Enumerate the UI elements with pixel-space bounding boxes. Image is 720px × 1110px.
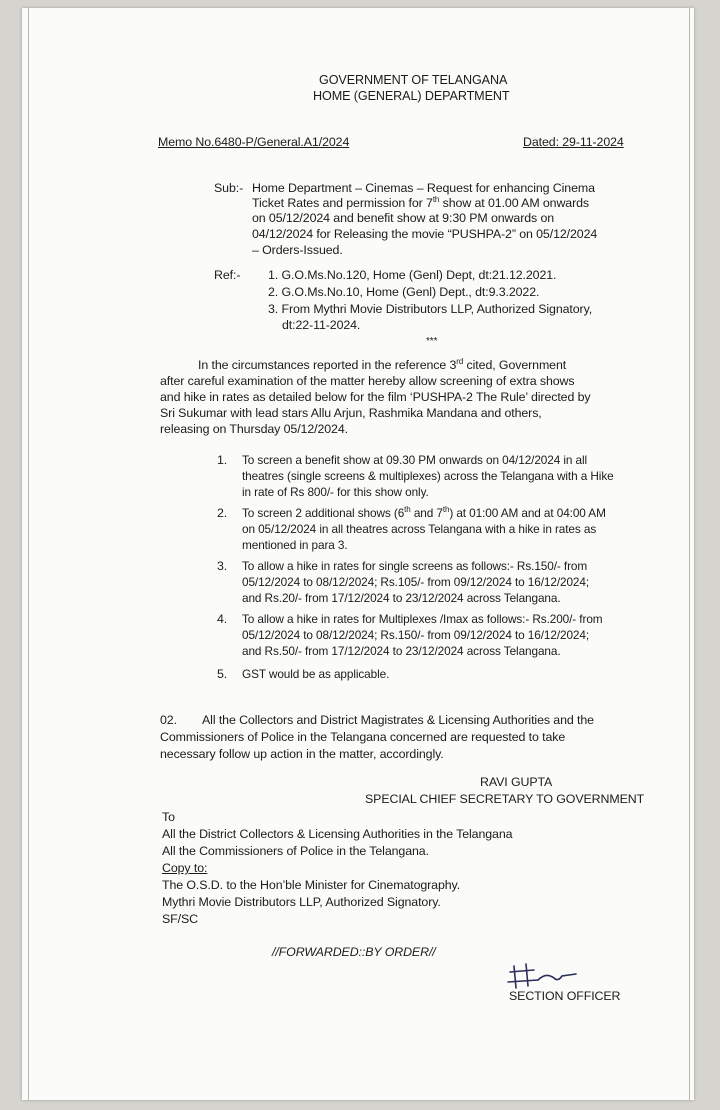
- to-label: To: [162, 810, 175, 824]
- page-edge-left: [28, 8, 29, 1100]
- list-item-text: 05/12/2024 to 08/12/2024; Rs.150/- from 09/12/2024 to 16/12/2024;: [242, 628, 590, 642]
- list-item-text: To allow a hike in rates for single screens as follows:- Rs.150/- from: [242, 559, 588, 573]
- reference-item: 2. G.O.Ms.No.10, Home (Genl) Dept., dt:9.3.2022.: [268, 285, 540, 299]
- subject-label: Sub:-: [214, 181, 244, 195]
- separator-stars: ***: [426, 336, 438, 347]
- list-item-text: 05/12/2024 to 08/12/2024; Rs.105/- from 09/12/2024 to 16/12/2024;: [242, 575, 590, 589]
- subject-line: 04/12/2024 for Releasing the movie “PUSHPA-2” on 05/12/2024: [252, 227, 598, 241]
- paragraph-text: All the Collectors and District Magistrates & Licensing Authorities and the: [202, 713, 594, 727]
- recipient-line: All the District Collectors & Licensing Authorities in the Telangana: [162, 827, 513, 841]
- list-item-text: on 05/12/2024 in all theatres across Telangana with a hike in rates as: [242, 522, 597, 536]
- paragraph-text: and hike in rates as detailed below for the film ‘PUSHPA-2 The Rule’ directed by: [160, 390, 591, 404]
- signatory-name: RAVI GUPTA: [480, 775, 553, 789]
- list-item-text: To screen 2 additional shows (6th and 7th) at 01:00 AM and at 04:00 AM: [242, 505, 606, 520]
- reference-item: 3. From Mythri Movie Distributors LLP, Authorized Signatory,: [268, 302, 593, 316]
- copy-line: SF/SC: [162, 912, 198, 926]
- paragraph-text: Sri Sukumar with lead stars Allu Arjun, Rashmika Mandana and others,: [160, 406, 542, 420]
- subject-line: Home Department – Cinemas – Request for enhancing Cinema: [252, 181, 595, 195]
- header-department: HOME (GENERAL) DEPARTMENT: [313, 89, 510, 103]
- reference-item: 1. G.O.Ms.No.120, Home (Genl) Dept, dt:21.12.2021.: [268, 268, 557, 282]
- copy-line: Mythri Movie Distributors LLP, Authorized Signatory.: [162, 895, 441, 909]
- forwarded-by-order: //FORWARDED::BY ORDER//: [272, 945, 436, 959]
- list-item-text: theatres (single screens & multiplexes) across the Telangana with a Hike: [242, 469, 614, 483]
- paragraph-number: 02.: [160, 713, 177, 727]
- list-number: 3.: [217, 559, 228, 573]
- paragraph-text: In the circumstances reported in the reference 3rd cited, Government: [198, 356, 567, 372]
- copy-to-label: Copy to:: [162, 861, 208, 875]
- reference-label: Ref:-: [214, 268, 241, 282]
- memo-date: Dated: 29-11-2024: [523, 135, 624, 149]
- list-number: 4.: [217, 612, 228, 626]
- list-number: 2.: [217, 506, 228, 520]
- copy-line: The O.S.D. to the Hon’ble Minister for Cinematography.: [162, 878, 461, 892]
- list-item-text: mentioned in para 3.: [242, 538, 348, 552]
- recipient-line: All the Commissioners of Police in the Telangana.: [162, 844, 429, 858]
- header-government: GOVERNMENT OF TELANGANA: [319, 73, 508, 87]
- list-item-text: and Rs.50/- from 17/12/2024 to 23/12/2024 across Telangana.: [242, 644, 561, 658]
- list-item-text: To screen a benefit show at 09.30 PM onwards on 04/12/2024 in all: [242, 453, 588, 467]
- reference-item: dt:22-11-2024.: [282, 318, 361, 332]
- list-item-text: and Rs.20/- from 17/12/2024 to 23/12/2024 across Telangana.: [242, 591, 561, 605]
- section-officer-label: SECTION OFFICER: [509, 989, 621, 1003]
- list-item-text: GST would be as applicable.: [242, 667, 390, 681]
- document-page: [22, 8, 694, 1100]
- paragraph-text: necessary follow up action in the matter, accordingly.: [160, 747, 444, 761]
- memo-number: Memo No.6480-P/General.A1/2024: [158, 135, 350, 149]
- page-edge-right: [689, 8, 690, 1100]
- subject-line: on 05/12/2024 and benefit show at 9:30 PM onwards on: [252, 211, 555, 225]
- list-number: 1.: [217, 453, 228, 467]
- list-item-text: in rate of Rs 800/- for this show only.: [242, 485, 429, 499]
- subject-line: Ticket Rates and permission for 7th show at 01.00 AM onwards: [252, 194, 590, 210]
- paragraph-text: Commissioners of Police in the Telangana concerned are requested to take: [160, 730, 566, 744]
- subject-line: – Orders-Issued.: [252, 243, 343, 257]
- list-item-text: To allow a hike in rates for Multiplexes /Imax as follows:- Rs.200/- from: [242, 612, 603, 626]
- signatory-title: SPECIAL CHIEF SECRETARY TO GOVERNMENT: [365, 792, 645, 806]
- list-number: 5.: [217, 667, 228, 681]
- paragraph-text: releasing on Thursday 05/12/2024.: [160, 422, 348, 436]
- paragraph-text: after careful examination of the matter hereby allow screening of extra shows: [160, 374, 575, 388]
